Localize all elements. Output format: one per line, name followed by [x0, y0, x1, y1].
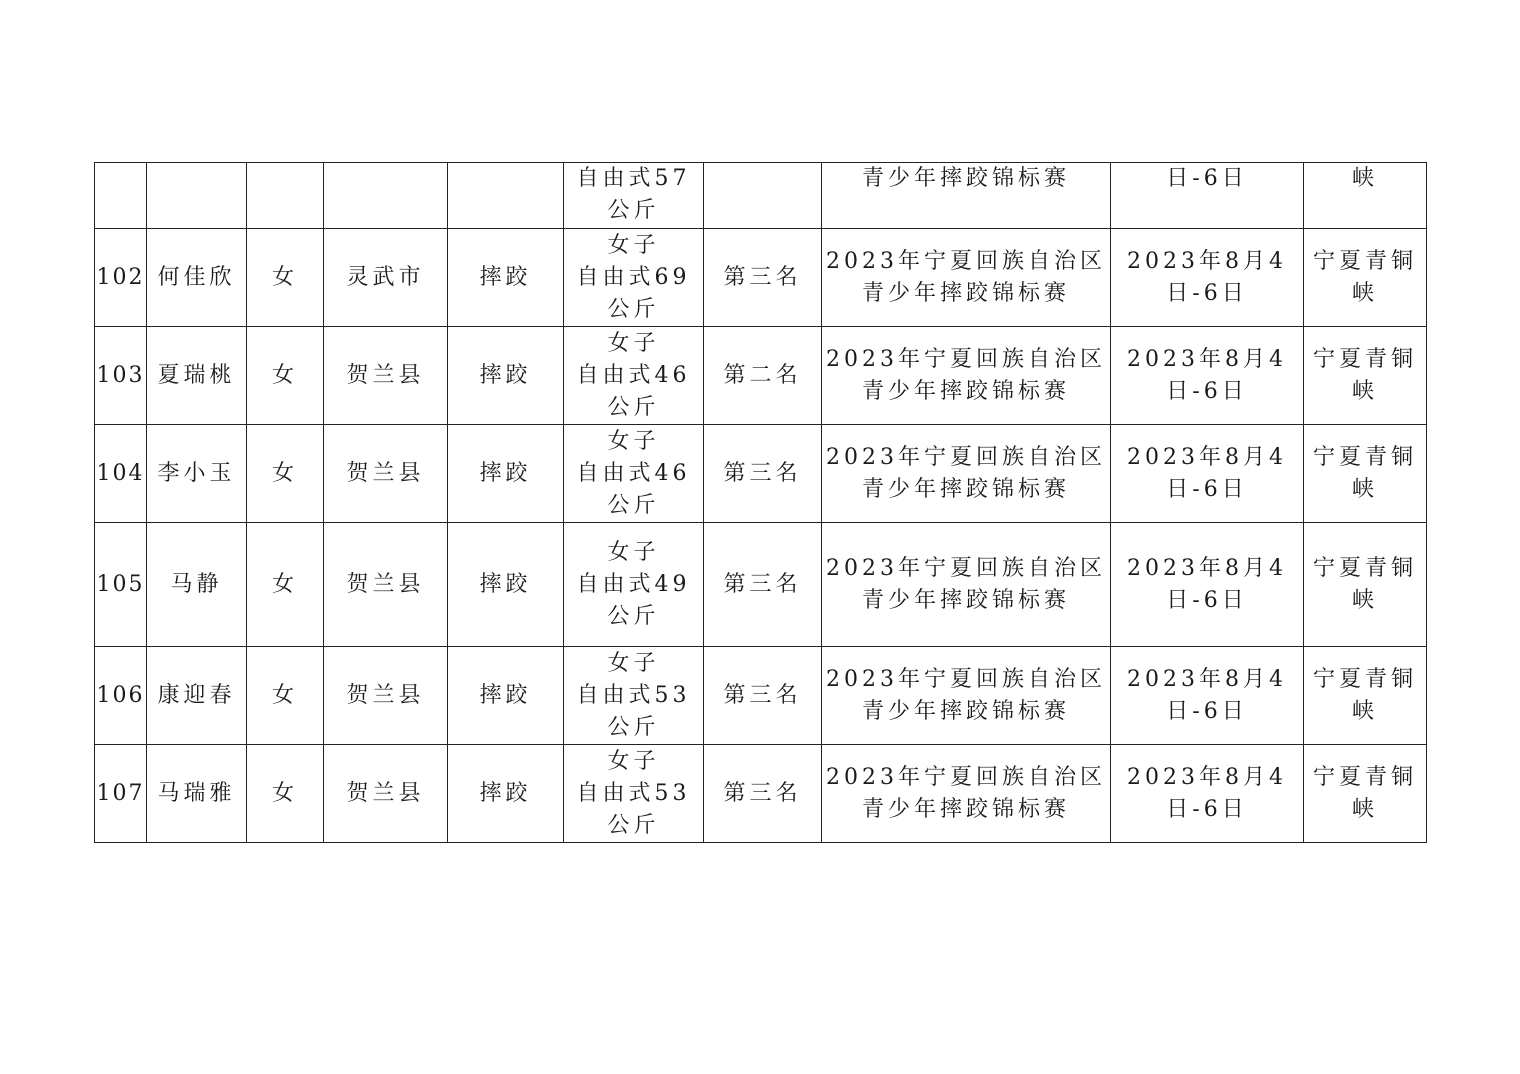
event-line: 青少年摔跤锦标赛 — [861, 587, 1070, 613]
category-line: 女子 — [607, 650, 660, 676]
category-cell — [564, 425, 704, 523]
no-cell — [95, 163, 147, 229]
sport-cell: 摔跤 — [448, 425, 564, 523]
category-line: 公斤 — [607, 394, 660, 420]
date-line: 2023年8月4 — [1127, 444, 1287, 470]
table-row — [95, 745, 1427, 843]
category-line: 公斤 — [607, 603, 660, 629]
rank-cell: 第三名 — [704, 647, 822, 745]
category-line: 自由式53 — [576, 682, 691, 708]
category-cell — [564, 229, 704, 327]
sport-cell: 摔跤 — [448, 647, 564, 745]
venue-line: 峡 — [1351, 166, 1378, 191]
category-cell — [564, 647, 704, 745]
event-line: 青少年摔跤锦标赛 — [861, 280, 1070, 306]
table-row — [95, 327, 1427, 425]
venue-cell — [1304, 327, 1427, 425]
event-line: 青少年摔跤锦标赛 — [861, 476, 1070, 502]
category-line: 女子 — [607, 539, 660, 565]
date-cell — [1111, 425, 1304, 523]
event-line: 2023年宁夏回族自治区 — [826, 346, 1106, 372]
event-line: 2023年宁夏回族自治区 — [826, 444, 1106, 470]
date-line: 2023年8月4 — [1127, 248, 1287, 274]
event-cell — [822, 523, 1111, 647]
no-cell: 106 — [95, 647, 147, 745]
table-row — [95, 523, 1427, 647]
date-line: 日-6日 — [1166, 476, 1248, 502]
rank-cell: 第三名 — [704, 523, 822, 647]
name-cell: 康迎春 — [147, 647, 247, 745]
venue-line: 峡 — [1351, 476, 1378, 502]
venue-line: 峡 — [1351, 280, 1378, 306]
awards-table — [94, 162, 1427, 843]
venue-cell — [1304, 523, 1427, 647]
date-line: 日-6日 — [1166, 378, 1248, 404]
category-cell — [564, 163, 704, 229]
gender-cell: 女 — [247, 229, 324, 327]
category-line: 公斤 — [607, 492, 660, 518]
rank-cell: 第三名 — [704, 745, 822, 843]
category-line: 公斤 — [607, 296, 660, 322]
category-cell — [564, 327, 704, 425]
name-cell: 马瑞雅 — [147, 745, 247, 843]
region-cell: 贺兰县 — [324, 523, 448, 647]
category-line: 自由式57 — [576, 166, 691, 191]
table-row — [95, 647, 1427, 745]
date-line: 日-6日 — [1166, 587, 1248, 613]
name-cell: 何佳欣 — [147, 229, 247, 327]
rank-cell — [704, 163, 822, 229]
category-line: 自由式46 — [576, 460, 691, 486]
event-cell — [822, 425, 1111, 523]
category-line: 自由式49 — [576, 571, 691, 597]
venue-line: 宁夏青铜 — [1312, 248, 1417, 274]
event-line: 青少年摔跤锦标赛 — [861, 378, 1070, 404]
venue-cell — [1304, 229, 1427, 327]
no-cell: 104 — [95, 425, 147, 523]
event-cell — [822, 229, 1111, 327]
event-line: 2023年宁夏回族自治区 — [826, 764, 1106, 790]
no-cell: 105 — [95, 523, 147, 647]
sport-cell — [448, 163, 564, 229]
name-cell: 李小玉 — [147, 425, 247, 523]
gender-cell: 女 — [247, 425, 324, 523]
event-cell — [822, 327, 1111, 425]
event-line: 青少年摔跤锦标赛 — [861, 698, 1070, 724]
event-cell — [822, 745, 1111, 843]
continuation-row — [95, 163, 1427, 229]
venue-line: 宁夏青铜 — [1312, 764, 1417, 790]
category-cell — [564, 745, 704, 843]
date-line: 日-6日 — [1166, 796, 1248, 822]
venue-line: 峡 — [1351, 698, 1378, 724]
region-cell: 贺兰县 — [324, 745, 448, 843]
table-row — [95, 425, 1427, 523]
name-cell — [147, 163, 247, 229]
region-cell — [324, 163, 448, 229]
date-line: 日-6日 — [1166, 280, 1248, 306]
rank-cell: 第三名 — [704, 229, 822, 327]
category-line: 自由式69 — [576, 264, 691, 290]
sport-cell: 摔跤 — [448, 327, 564, 425]
date-line: 2023年8月4 — [1127, 764, 1287, 790]
event-line: 青少年摔跤锦标赛 — [861, 796, 1070, 822]
venue-cell — [1304, 745, 1427, 843]
gender-cell: 女 — [247, 327, 324, 425]
sport-cell: 摔跤 — [448, 229, 564, 327]
sport-cell: 摔跤 — [448, 523, 564, 647]
date-cell — [1111, 523, 1304, 647]
rank-cell: 第三名 — [704, 425, 822, 523]
region-cell: 贺兰县 — [324, 327, 448, 425]
category-line: 公斤 — [607, 714, 660, 740]
venue-line: 宁夏青铜 — [1312, 666, 1417, 692]
gender-cell — [247, 163, 324, 229]
date-line: 日-6日 — [1166, 166, 1248, 191]
venue-cell — [1304, 647, 1427, 745]
no-cell: 103 — [95, 327, 147, 425]
category-line: 女子 — [607, 428, 660, 454]
rank-cell: 第二名 — [704, 327, 822, 425]
venue-line: 宁夏青铜 — [1312, 346, 1417, 372]
event-line: 2023年宁夏回族自治区 — [826, 248, 1106, 274]
event-line: 2023年宁夏回族自治区 — [826, 666, 1106, 692]
venue-line: 宁夏青铜 — [1312, 444, 1417, 470]
gender-cell: 女 — [247, 647, 324, 745]
category-line: 公斤 — [607, 812, 660, 838]
gender-cell: 女 — [247, 745, 324, 843]
region-cell: 灵武市 — [324, 229, 448, 327]
no-cell: 102 — [95, 229, 147, 327]
event-cell — [822, 647, 1111, 745]
date-line: 日-6日 — [1166, 698, 1248, 724]
date-cell — [1111, 745, 1304, 843]
date-cell — [1111, 327, 1304, 425]
gender-cell: 女 — [247, 523, 324, 647]
date-cell — [1111, 229, 1304, 327]
region-cell: 贺兰县 — [324, 425, 448, 523]
category-cell — [564, 523, 704, 647]
event-line: 青少年摔跤锦标赛 — [861, 166, 1070, 191]
date-line: 2023年8月4 — [1127, 666, 1287, 692]
date-line: 2023年8月4 — [1127, 346, 1287, 372]
region-cell: 贺兰县 — [324, 647, 448, 745]
category-line: 女子 — [607, 330, 660, 356]
table-row — [95, 229, 1427, 327]
venue-cell — [1304, 425, 1427, 523]
venue-line: 峡 — [1351, 587, 1378, 613]
event-cell — [822, 163, 1111, 229]
category-line: 女子 — [607, 232, 660, 258]
venue-line: 峡 — [1351, 796, 1378, 822]
name-cell: 夏瑞桃 — [147, 327, 247, 425]
no-cell: 107 — [95, 745, 147, 843]
category-line: 自由式46 — [576, 362, 691, 388]
category-line: 女子 — [607, 748, 660, 774]
sport-cell: 摔跤 — [448, 745, 564, 843]
name-cell: 马静 — [147, 523, 247, 647]
event-line: 2023年宁夏回族自治区 — [826, 555, 1106, 581]
date-cell — [1111, 647, 1304, 745]
category-line: 自由式53 — [576, 780, 691, 806]
venue-cell — [1304, 163, 1427, 229]
venue-line: 宁夏青铜 — [1312, 555, 1417, 581]
category-line: 公斤 — [607, 198, 660, 223]
date-line: 2023年8月4 — [1127, 555, 1287, 581]
venue-line: 峡 — [1351, 378, 1378, 404]
date-cell — [1111, 163, 1304, 229]
